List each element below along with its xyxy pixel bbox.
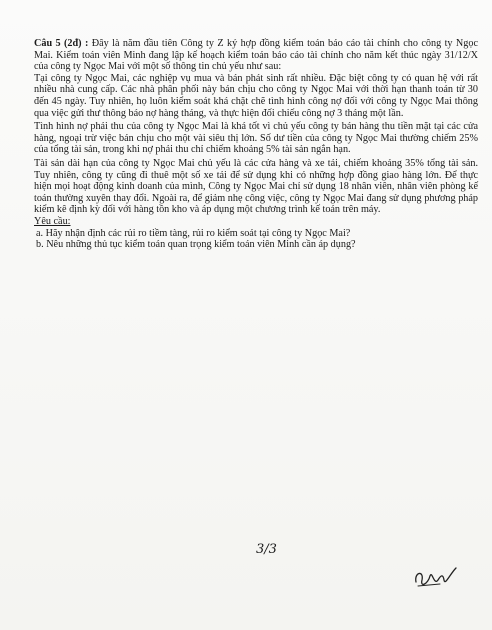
page-number: 3/3 bbox=[256, 542, 277, 557]
paragraph-purchases: Tại công ty Ngọc Mai, các nghiệp vụ mua và bán phát sinh rất nhiều. Đặc biệt công ty có quan hệ với rất nhiều nhà cung cấp. Các nhà phân phối này bán chịu cho công ty Ngọc Mai với thời hạn thanh toán từ 30 đến 45 ngày. Tuy nhiên, họ luôn kiểm soát khá chặt chẽ tình hình công nợ đối với công ty Ngọc Mai thông qua việc gửi thư thông báo nợ hàng tháng, và thực hiện đối chiếu công nợ 3 tháng một lần. bbox=[34, 72, 478, 119]
question-intro bbox=[34, 38, 478, 73]
paragraph-long-term-assets: Tài sản dài hạn của công ty Ngọc Mai chủ yếu là các cửa hàng và xe tải, chiếm khoảng 35% tổng tài sản. Tuy nhiên, công ty cũng đi thuê một số xe tải để sử dụng khi có những hợp đồng giao hàng lớn. Để thực hiện mọi hoạt động kinh doanh của mình, Công ty Ngọc Mai chỉ sử dụng 18 nhân viên, nhân viên phòng kế toán thường xuyên thay đổi. Ngoài ra, để giảm nhẹ công việc, công ty Ngọc Mai đang sử dụng phương pháp kiểm kê định kỳ đối với hàng tồn kho và áp dụng một chương trình kế toán trên máy. bbox=[34, 157, 478, 216]
handwritten-signature bbox=[410, 560, 460, 594]
paragraph-receivables: Tình hình nợ phải thu của công ty Ngọc Mai là khá tốt vì chủ yếu công ty bán hàng thu tiền mặt tại các cửa hàng, ngoại trừ việc bán chịu cho một vài siêu thị lớn. Số dư tiền của công ty Ngọc Mai thường chiếm 25% của tổng tài sản, trong khi nợ phải thu chỉ chiếm khoảng 5% tài sản ngắn hạn. bbox=[34, 121, 478, 156]
question-block bbox=[34, 38, 478, 251]
question-intro-text: Đây là năm đầu tiên Công ty Z ký hợp đồng kiểm toán báo cáo tài chính cho công ty Ngọc Mai. Kiểm toán viên Minh đang lập kế hoạch kiểm toán báo cáo tài chính cho năm kết thúc ngày 31/12/X của công ty Ngọc Mai với một số thông tin chủ yếu như sau: bbox=[34, 38, 478, 73]
requirement-a: a. Hãy nhận định các rủi ro tiềm tàng, rủi ro kiểm soát tại công ty Ngọc Mai? bbox=[36, 227, 351, 239]
question-label: Câu 5 (2đ) : bbox=[34, 38, 89, 49]
requirements-label: Yêu cầu: bbox=[34, 215, 71, 227]
requirement-b: b. Nêu những thủ tục kiểm toán quan trọng kiểm toán viên Minh cần áp dụng? bbox=[36, 239, 356, 251]
